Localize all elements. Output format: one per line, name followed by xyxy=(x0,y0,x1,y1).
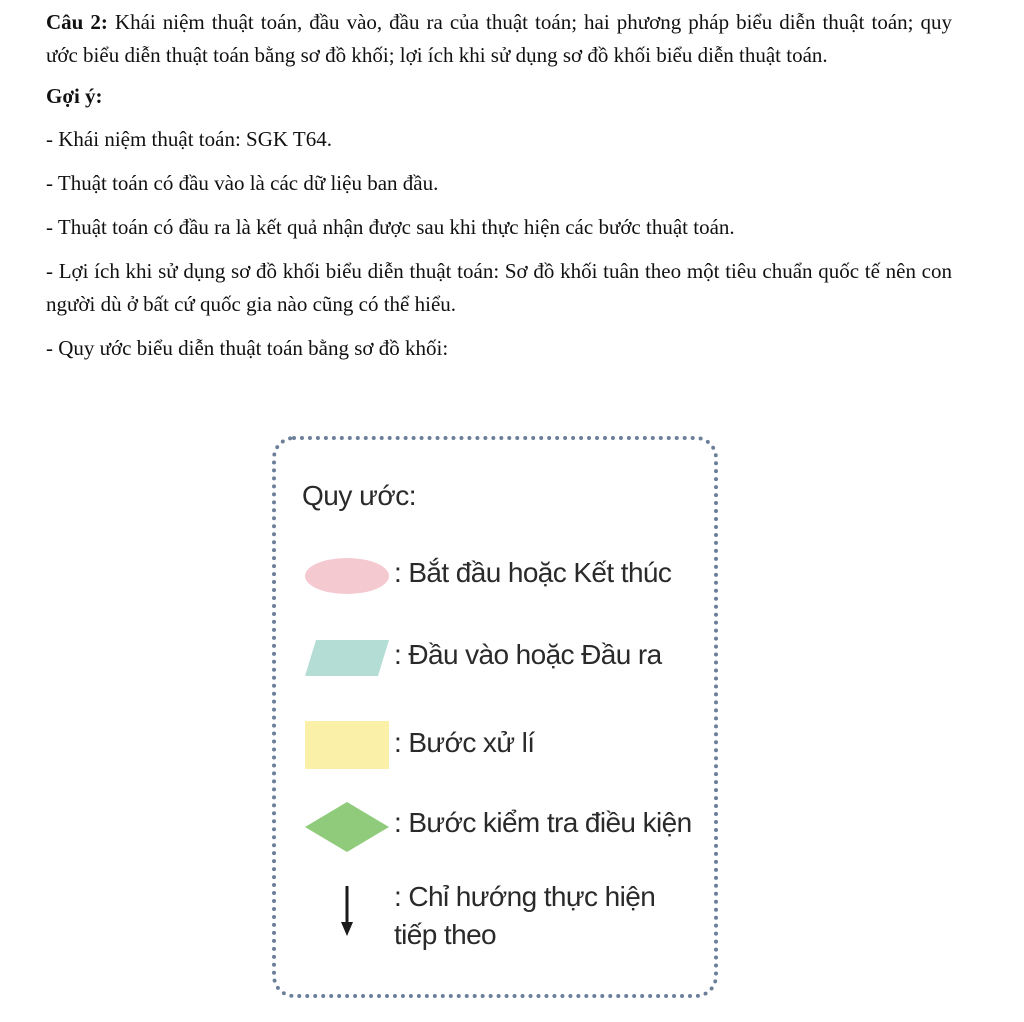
question-paragraph xyxy=(46,6,952,72)
legend-label: : Bước xử lí xyxy=(394,727,535,758)
hint-item: - Quy ước biểu diễn thuật toán bằng sơ đồ khối: xyxy=(46,336,449,360)
legend-label: : Chỉ hướng thực hiện tiếp theo xyxy=(394,881,656,950)
legend-label: : Bước kiểm tra điều kiện xyxy=(394,807,692,838)
hint-item: - Thuật toán có đầu vào là các dữ liệu ban đầu. xyxy=(46,171,439,195)
down-arrow-icon xyxy=(304,882,390,942)
hint-item: - Khái niệm thuật toán: SGK T64. xyxy=(46,127,332,151)
document-body xyxy=(46,6,952,376)
rectangle-shape-icon xyxy=(304,720,390,770)
question-text: Khái niệm thuật toán, đầu vào, đầu ra của thuật toán; hai phương pháp biểu diễn thuật toán; quy ước biểu diễn thuật toán bằng sơ đồ khối; lợi ích khi sử dụng sơ đồ khối biểu diễn thuật toán. xyxy=(46,10,953,67)
hint-item: - Thuật toán có đầu ra là kết quả nhận được sau khi thực hiện các bước thuật toán. xyxy=(46,215,735,239)
parallelogram-shape-icon xyxy=(304,638,390,678)
hint-title: Gợi ý: xyxy=(46,84,103,108)
diamond-shape-icon xyxy=(304,800,390,854)
question-label: Câu 2: xyxy=(46,10,108,34)
legend-label: : Đầu vào hoặc Đầu ra xyxy=(394,639,662,670)
legend-title: Quy ước: xyxy=(302,480,417,511)
hint-item: - Lợi ích khi sử dụng sơ đồ khối biểu diễn thuật toán: Sơ đồ khối tuân theo một tiêu chuẩn quốc tế nên con người dù ở bất cứ quốc gia nào cũng có thể hiểu. xyxy=(46,259,952,316)
ellipse-shape-icon xyxy=(304,556,390,596)
legend-label: : Bắt đầu hoặc Kết thúc xyxy=(394,557,672,588)
flowchart-legend xyxy=(272,436,718,998)
